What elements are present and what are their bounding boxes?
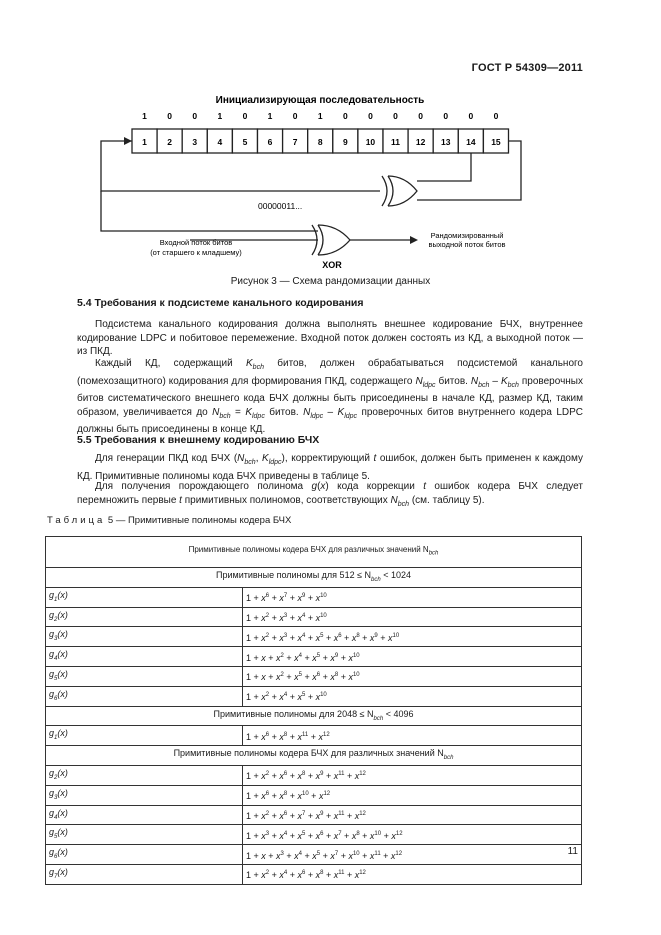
init-bit: 0 [242,111,248,121]
init-bit: 0 [192,111,198,121]
table-row [46,627,582,647]
register-cell-label: 3 [192,137,198,147]
output-label-2: выходной поток битов [428,240,506,249]
table-row [46,805,582,825]
init-bit: 0 [493,111,499,121]
table-row [46,825,582,845]
register-cell-label: 2 [167,137,173,147]
page-number: 11 [567,846,578,857]
poly-name: $g_6(x)$ [46,845,243,865]
poly-name: $g_7(x)$ [46,864,243,884]
register-cell-label: 10 [365,137,376,147]
output-label-1: Рандомизированный [430,231,504,240]
table-row [46,607,582,627]
poly-name: $g_2(x)$ [46,765,243,785]
section-5-5-p1: Для генерации ПКД код БЧХ ($N_{bch}$, $K_{ldpc}$), корректирующий t ошибок, должен быть применен к каждому КД. Примитивные полиномы кода БЧХ приведены в таблице 5. [77,453,583,482]
register-cell-label: 12 [415,137,426,147]
poly-name: $g_2(x)$ [46,607,243,627]
init-bit: 0 [167,111,173,121]
poly-value: $1 + x^2 + x^6 + x^8 + x^9 + x^{11} + x^{12}$ [243,765,582,785]
register-cell-label: 6 [267,137,273,147]
init-bit: 0 [468,111,474,121]
register-cell-label: 8 [317,137,323,147]
poly-value: $1 + x + x^2 + x^5 + x^6 + x^8 + x^{10}$ [243,666,582,686]
poly-value: $1 + x^2 + x^3 + x^4 + x^5 + x^6 + x^8 + x^9 + x^{10}$ [243,627,582,647]
poly-name: $g_1(x)$ [46,726,243,746]
poly-value: $1 + x^2 + x^3 + x^4 + x^{10}$ [243,607,582,627]
table-row [46,647,582,667]
sequence-label: 00000011... [258,201,303,211]
poly-value: $1 + x + x^2 + x^4 + x^5 + x^9 + x^{10}$ [243,647,582,667]
primitive-polynomials-table [45,536,582,885]
poly-value: $1 + x^6 + x^7 + x^9 + x^{10}$ [243,587,582,607]
poly-value: $1 + x^6 + x^8 + x^{10} + x^{12}$ [243,785,582,805]
register-cell-label: 15 [491,137,501,147]
register-cell-label: 14 [466,137,476,147]
arrow-into-register [124,137,132,145]
poly-value: $1 + x^6 + x^8 + x^{11} + x^{12}$ [243,726,582,746]
init-bit: 0 [418,111,424,121]
table-row [46,726,582,746]
table-row [46,686,582,706]
section-5-4-p1: Подсистема канального кодирования должна выполнять внешнее кодирование БЧХ, внутреннее кодирование LDPC и побитовое перемежение. Входной поток должен состоять из КД, а выходной поток — из ПКД. [77,319,583,357]
section-5-4-p2: Каждый КД, содержащий $K_{bch}$ битов, должен обрабатываться подсистемой канального (помехозащитного) кодирования для формирования ПКД, содержащего $N_{ldpc}$ битов. $N_{bch} - K_{bch}$ проверочных битов систематического внешнего кода БЧХ должны быть присоединены в начале КД, размер КД, таким образом, увеличивается до $N_{bch} = K_{ldpc}$ битов. $N_{ldpc} - K_{ldpc}$ проверочных битов внутреннего кодера LDPC должны быть присоединены в конце КД. [77,358,583,435]
init-bit: 1 [267,111,273,121]
table-row [46,785,582,805]
shift-register [132,129,509,153]
table-row [46,864,582,884]
xor-label: XOR [322,260,342,270]
init-bit: 0 [393,111,398,121]
poly-value: $1 + x + x^3 + x^4 + x^5 + x^7 + x^{10} + x^{11} + x^{12}$ [243,845,582,865]
table-row [46,845,582,865]
init-bit: 0 [292,111,298,121]
xor-gate-top [382,176,417,206]
output-arrow [410,236,418,244]
poly-value: $1 + x^3 + x^4 + x^5 + x^6 + x^7 + x^8 + x^{10} + x^{12}$ [243,825,582,845]
section-5-5-p2: Для получения порождающего полинома g(x) кода коррекции t ошибок кодера БЧХ следует перемножить первые t примитивных полиномов, соответствующих $N_{bch}$ (см. таблицу 5). [77,481,583,508]
register-cell-label: 4 [217,137,223,147]
init-bit: 1 [142,111,147,121]
init-bit: 1 [217,111,223,121]
group3-title: Примитивные полиномы кодера БЧХ для различных значений $N_{bch}$ [46,746,582,766]
group1-title: Примитивные полиномы для $512 \le N_{bch} < 1024$ [46,568,582,588]
poly-value: $1 + x^2 + x^6 + x^7 + x^9 + x^{11} + x^{12}$ [243,805,582,825]
table-header: Примитивные полиномы кодера БЧХ для различных значений $N_{bch}$ [46,537,582,568]
table-caption: Таблица 5 — Примитивные полиномы кодера БЧХ [47,515,292,526]
input-label-2: (от старшего к младшему) [150,248,242,257]
table-row [46,765,582,785]
table-row [46,666,582,686]
register-cell-label: 1 [142,137,147,147]
poly-name: $g_5(x)$ [46,825,243,845]
poly-name: $g_1(x)$ [46,587,243,607]
document-header: ГОСТ Р 54309—2011 [471,62,583,74]
poly-name: $g_4(x)$ [46,805,243,825]
poly-name: $g_6(x)$ [46,686,243,706]
poly-name: $g_3(x)$ [46,785,243,805]
group2-title: Примитивные полиномы для $2048 \le N_{bch} < 4096$ [46,706,582,726]
register-cell-label: 13 [441,137,451,147]
register-cell-label: 11 [391,137,401,147]
poly-name: $g_4(x)$ [46,647,243,667]
figure-caption: Рисунок 3 — Схема рандомизации данных [230,276,431,287]
section-5-4-title: 5.4 Требования к подсистеме канального кодирования [77,297,364,309]
poly-value: $1 + x^2 + x^4 + x^5 + x^{10}$ [243,686,582,706]
randomizer-diagram [0,90,661,275]
poly-name: $g_3(x)$ [46,627,243,647]
poly-value: $1 + x^2 + x^4 + x^6 + x^8 + x^{11} + x^{12}$ [243,864,582,884]
init-bit: 0 [368,111,373,121]
init-bit: 0 [342,111,348,121]
input-label-1: Входной поток битов [159,238,233,247]
diagram-title: Инициализирующая последовательность [215,95,425,106]
register-cell-label: 5 [242,137,248,147]
init-bit: 1 [317,111,323,121]
feedback-line-14 [417,153,471,181]
section-5-5-title: 5.5 Требования к внешнему кодированию БЧХ [77,434,320,446]
table-row [46,587,582,607]
register-cell-label: 7 [292,137,298,147]
poly-name: $g_5(x)$ [46,666,243,686]
init-bit: 0 [443,111,449,121]
seq-line [101,191,318,231]
register-cell-label: 9 [342,137,348,147]
init-bits [142,111,498,121]
